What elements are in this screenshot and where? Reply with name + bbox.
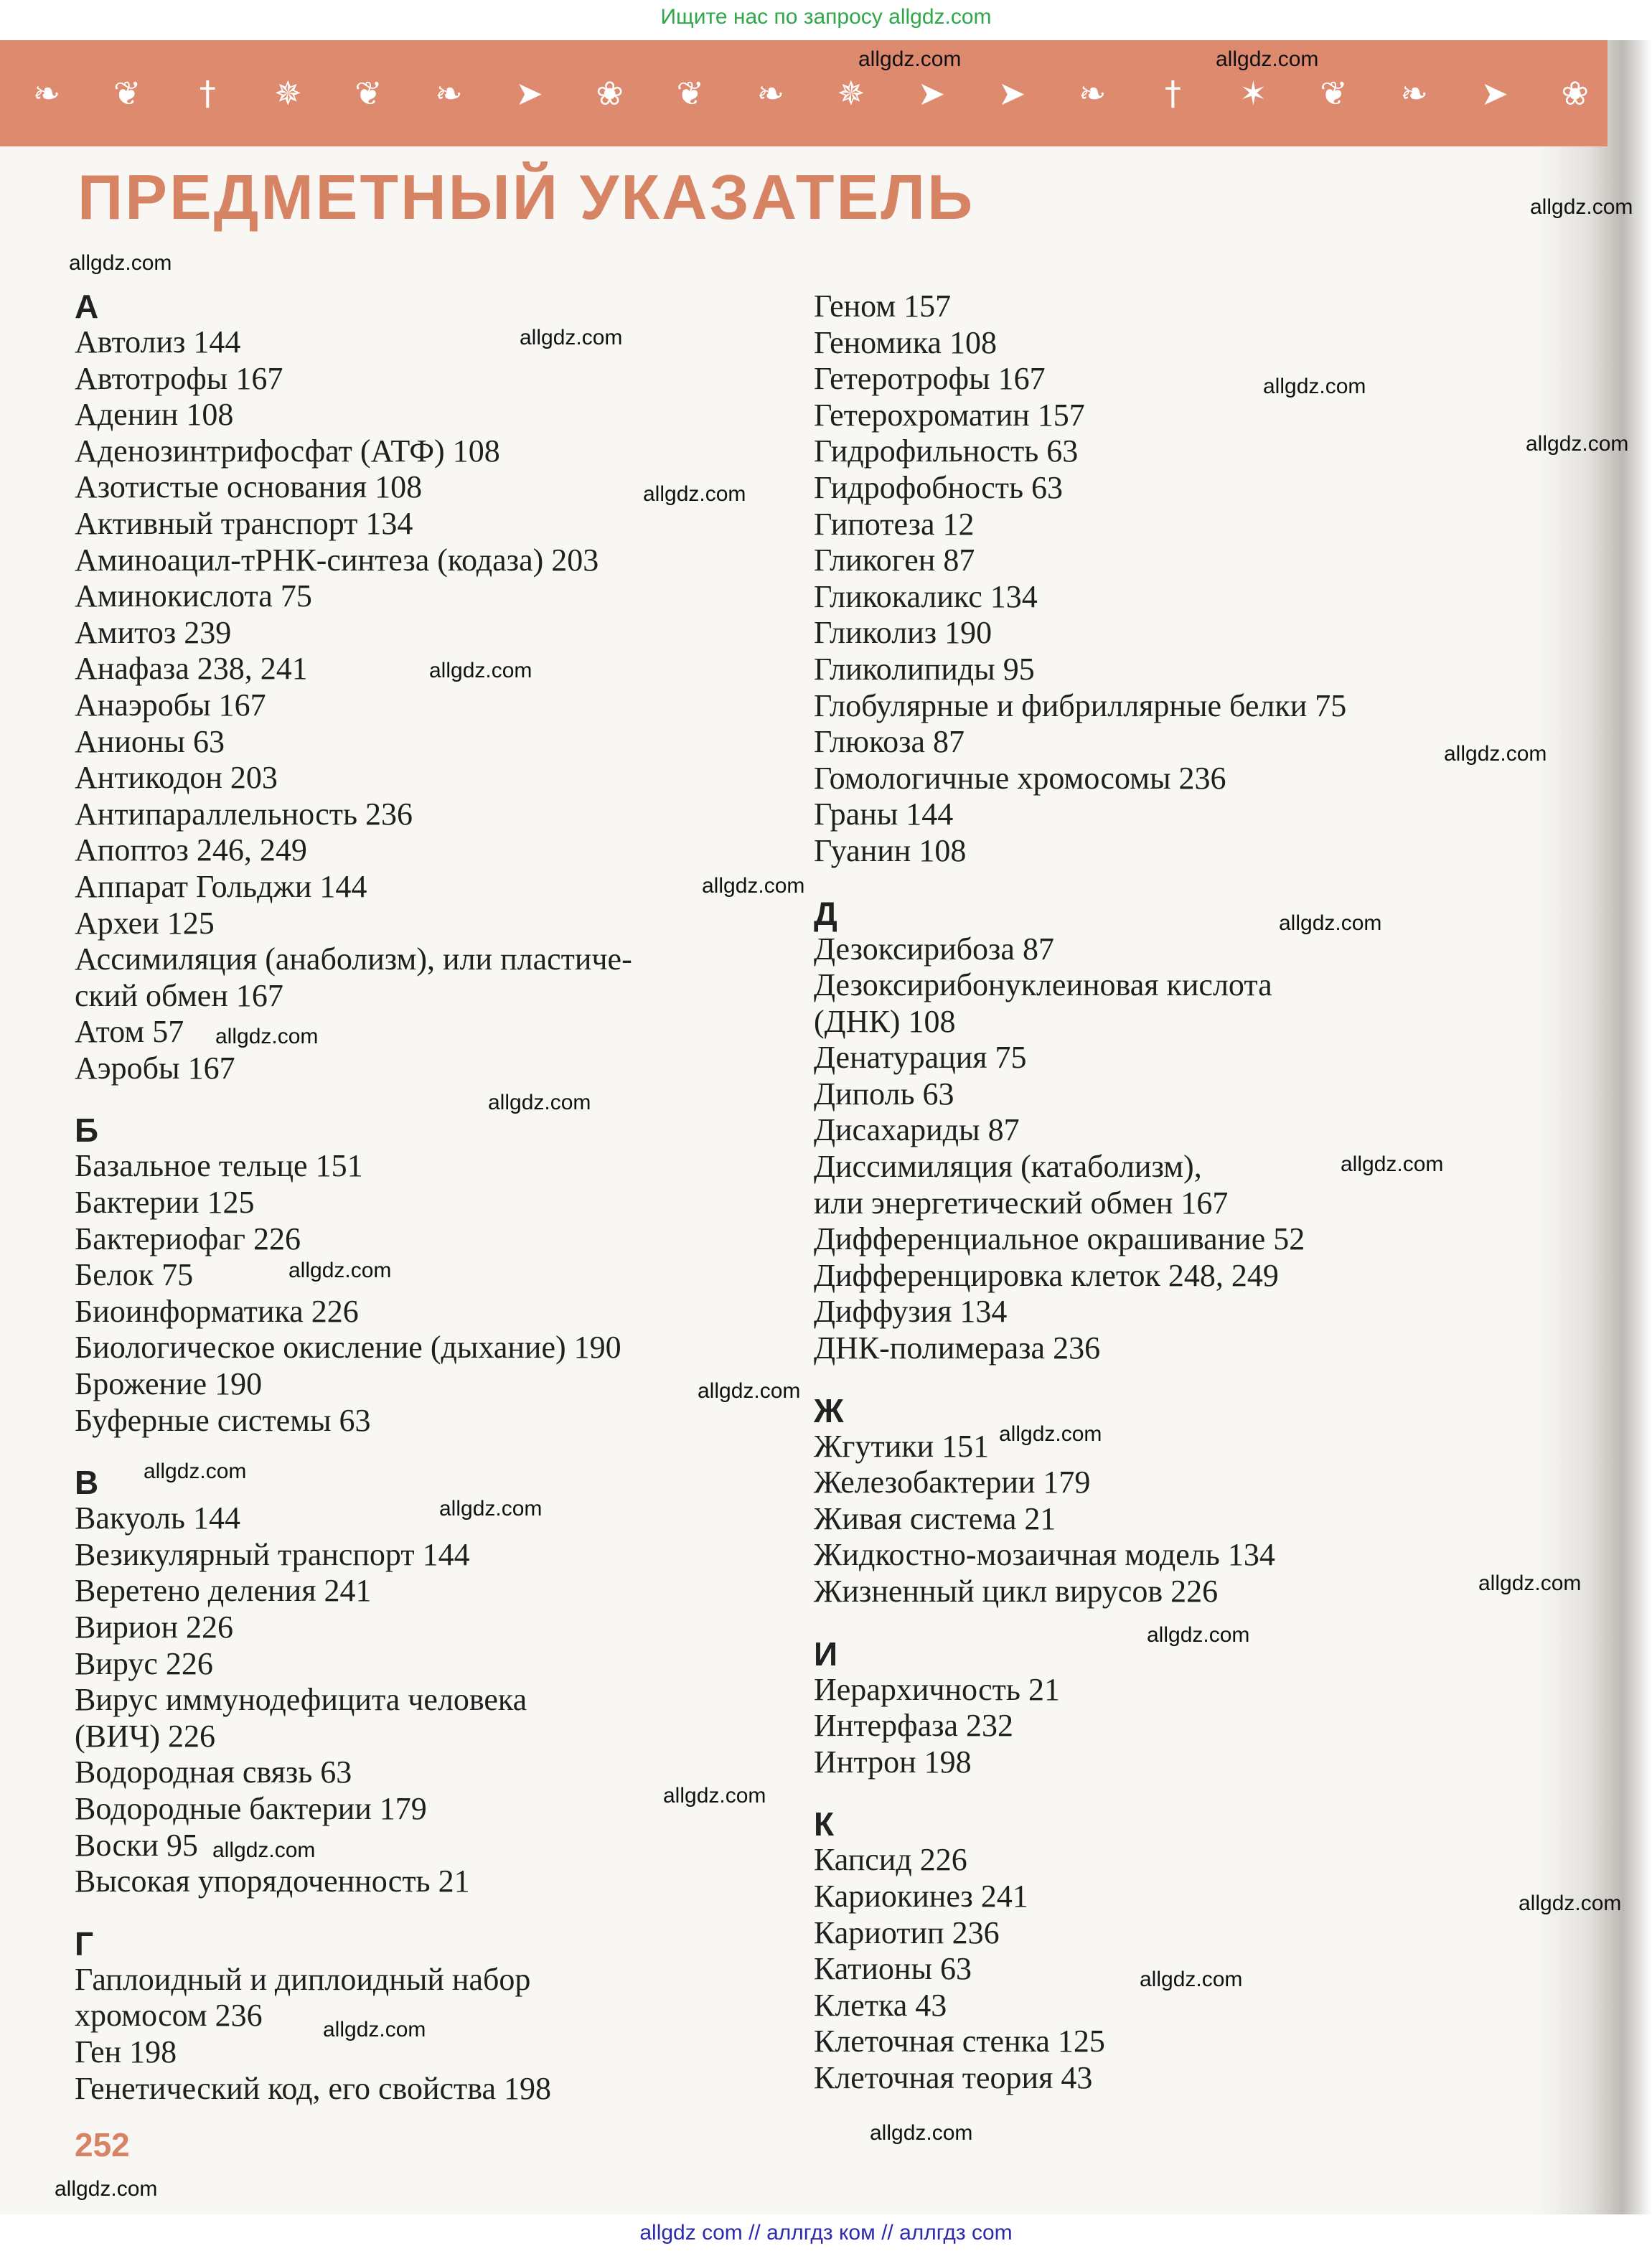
index-entry: Гликоген 87 [814, 542, 975, 578]
top-banner[interactable]: Ищите нас по запросу allgdz.com [660, 5, 992, 29]
watermark-text: allgdz.com [488, 1091, 591, 1114]
watermark-text: allgdz.com [323, 2018, 426, 2041]
index-entry: Водородная связь 63 [75, 1754, 352, 1790]
index-entry: Глобулярные и фибриллярные белки 75 [814, 687, 1347, 723]
index-entry: Антипараллельность 236 [75, 796, 413, 832]
index-entry: Бактериофаг 226 [75, 1221, 301, 1256]
index-entry: Денатурация 75 [814, 1040, 1027, 1076]
index-entry: Аминокислота 75 [75, 578, 312, 614]
index-entry: Диссимиляция (катаболизм), [814, 1149, 1202, 1185]
seahorse-icon: † [199, 74, 216, 113]
boar-icon: ❦ [676, 74, 705, 113]
index-entry: Вирус 226 [75, 1645, 213, 1681]
index-entry: Клеточная теория 43 [814, 2059, 1093, 2095]
watermark-text: allgdz.com [215, 1025, 319, 1048]
index-entry: Аппарат Гольджи 144 [75, 868, 367, 904]
group-spacer [75, 1086, 821, 1112]
watermark-text: allgdz.com [1526, 432, 1629, 456]
index-entry: Воски 95 [75, 1827, 198, 1863]
bull-icon: ❦ [355, 74, 383, 113]
index-letter-heading: Б [75, 1112, 99, 1150]
watermark-text: allgdz.com [69, 251, 172, 275]
goat-icon: ❦ [113, 74, 141, 113]
index-entry: Буферные системы 63 [75, 1402, 371, 1438]
fish-icon: ❧ [32, 74, 61, 113]
index-entry: Капсид 226 [814, 1842, 967, 1878]
watermark-text: allgdz.com [1478, 1571, 1582, 1595]
index-entry: Гомологичные хромосомы 236 [814, 760, 1226, 796]
watermark-text: allgdz.com [1444, 742, 1547, 766]
watermark-text: allgdz.com [1530, 195, 1633, 219]
index-entry: Аминоацил-тРНК-синтеза (кодаза) 203 [75, 542, 599, 578]
index-entry: Дифференцировка клеток 248, 249 [814, 1257, 1279, 1293]
index-letter-heading: К [814, 1805, 835, 1843]
index-entry: Дисахариды 87 [814, 1112, 1020, 1148]
index-entry: Активный транспорт 134 [75, 505, 413, 541]
index-entry: Водородные бактерии 179 [75, 1790, 427, 1826]
index-entry: Живая система 21 [814, 1500, 1056, 1536]
group-spacer [814, 870, 1560, 896]
index-entry: Антикодон 203 [75, 760, 278, 796]
index-entry: Катионы 63 [814, 1951, 972, 1987]
watermark-text: allgdz.com [288, 1259, 392, 1282]
watermark-text: allgdz.com [858, 47, 962, 71]
index-entry: Диполь 63 [814, 1076, 954, 1112]
index-entry: Клеточная стенка 125 [814, 2024, 1105, 2059]
watermark-text: allgdz.com [520, 326, 623, 349]
index-entry: хромосом 236 [75, 1998, 263, 2034]
index-entry: Железобактерии 179 [814, 1465, 1091, 1500]
index-entry: (ДНК) 108 [814, 1003, 956, 1039]
watermark-text: allgdz.com [698, 1379, 801, 1403]
bat-icon: ➤ [917, 74, 946, 113]
index-letter-heading: А [75, 288, 99, 325]
index-entry: Гликолиз 190 [814, 615, 992, 651]
index-entry: Гетерохроматин 157 [814, 397, 1085, 433]
index-entry: Геном 157 [814, 288, 952, 324]
page-number: 252 [75, 2126, 130, 2163]
animal-icon-row [22, 40, 1600, 146]
index-entry: Анафаза 238, 241 [75, 651, 308, 687]
index-entry: Жгутики 151 [814, 1428, 990, 1464]
index-entry: Клетка 43 [814, 1987, 947, 2023]
watermark-text: allgdz.com [999, 1422, 1102, 1446]
index-entry: Брожение 190 [75, 1366, 263, 1402]
index-entry: Атом 57 [75, 1014, 184, 1050]
index-entry: Дезоксирибоза 87 [814, 931, 1054, 967]
index-entry: Вирус иммунодефицита человека [75, 1682, 527, 1718]
decorative-animal-band [0, 40, 1608, 146]
index-entry: Дифференциальное окрашивание 52 [814, 1221, 1305, 1257]
dragonfly-icon: ✶ [1239, 74, 1267, 113]
index-entry: Интерфаза 232 [814, 1708, 1014, 1744]
index-entry: Высокая упорядоченность 21 [75, 1864, 470, 1899]
index-entry: Гидрофобность 63 [814, 469, 1064, 505]
index-entry: Глюкоза 87 [814, 724, 965, 760]
index-entry: Гликокаликс 134 [814, 578, 1038, 614]
index-entry: Кариокинез 241 [814, 1878, 1028, 1914]
index-entry: Апоптоз 246, 249 [75, 832, 307, 868]
bottom-banner[interactable]: allgdz com // аллгдз ком // аллгдз com [639, 2221, 1013, 2245]
index-entry: ДНК-полимераза 236 [814, 1330, 1101, 1366]
index-entry: Вирион 226 [75, 1609, 233, 1645]
index-column-left [75, 288, 821, 2107]
watermark-text: allgdz.com [1263, 375, 1366, 398]
bird-icon: ➤ [515, 74, 543, 113]
monkey-icon: ❧ [1400, 74, 1428, 113]
index-entry: Биоинформатика 226 [75, 1293, 359, 1329]
watermark-text: allgdz.com [1519, 1892, 1622, 1915]
index-entry: Веретено деления 241 [75, 1573, 372, 1609]
watermark-text: allgdz.com [212, 1838, 316, 1862]
index-entry: Иерархичность 21 [814, 1671, 1060, 1707]
index-entry: Граны 144 [814, 796, 954, 832]
watermark-text: allgdz.com [55, 2177, 158, 2201]
butterfly-icon: ❀ [1561, 74, 1590, 113]
index-entry: Аденозинтрифосфат (АТФ) 108 [75, 433, 500, 469]
bird-icon: ➤ [1480, 74, 1508, 113]
insect-icon: ✵ [274, 74, 302, 113]
index-entry: Гаплоидный и диплоидный набор [75, 1961, 531, 1997]
watermark-text: allgdz.com [702, 874, 805, 898]
index-entry: Автолиз 144 [75, 324, 241, 359]
watermark-text: allgdz.com [429, 659, 532, 682]
index-entry: Автотрофы 167 [75, 360, 283, 396]
watermark-text: allgdz.com [1147, 1623, 1250, 1647]
index-entry: Жизненный цикл вирусов 226 [814, 1574, 1219, 1609]
index-entry: Геномика 108 [814, 324, 997, 360]
index-letter-heading: Д [814, 894, 837, 932]
index-entry: Гидрофильность 63 [814, 433, 1079, 469]
index-entry: Базальное тельце 151 [75, 1148, 363, 1184]
index-entry: или энергетический обмен 167 [814, 1185, 1229, 1221]
index-entry: Диффузия 134 [814, 1294, 1008, 1330]
index-entry: Жидкостно-мозаичная модель 134 [814, 1537, 1275, 1573]
group-spacer [75, 1900, 821, 1926]
llama-icon: † [1164, 74, 1181, 113]
index-letter-heading: И [814, 1635, 838, 1673]
index-entry: Вакуоль 144 [75, 1500, 240, 1536]
index-entry: Биологическое окисление (дыхание) 190 [75, 1330, 621, 1366]
index-letter-heading: Г [75, 1925, 94, 1963]
index-entry: Бактерии 125 [75, 1185, 255, 1221]
watermark-text: allgdz.com [1279, 911, 1382, 935]
index-letter-heading: Ж [814, 1391, 844, 1429]
index-entry: Гетеротрофы 167 [814, 361, 1046, 397]
deer-icon: ❦ [1320, 74, 1348, 113]
watermark-text: allgdz.com [663, 1784, 766, 1808]
index-entry: Везикулярный транспорт 144 [75, 1536, 470, 1572]
gecko-icon: ❧ [1078, 74, 1107, 113]
index-entry: Ген 198 [75, 2034, 177, 2069]
index-entry: Азотистые основания 108 [75, 469, 423, 505]
watermark-text: allgdz.com [870, 2121, 973, 2145]
index-entry: (ВИЧ) 226 [75, 1718, 216, 1754]
index-entry: Анионы 63 [75, 723, 225, 759]
swallow-icon: ➤ [998, 74, 1026, 113]
index-column-right [814, 288, 1560, 2097]
watermark-text: allgdz.com [1341, 1152, 1444, 1176]
watermark-text: allgdz.com [144, 1460, 247, 1483]
watermark-text: allgdz.com [1216, 47, 1319, 71]
scorpion-icon: ❧ [756, 74, 785, 113]
watermark-text: allgdz.com [1140, 1968, 1243, 1991]
beetle-icon: ✵ [837, 74, 865, 113]
index-entry: Амитоз 239 [75, 614, 232, 650]
index-entry: Археи 125 [75, 905, 215, 941]
monkey-icon: ❧ [435, 74, 463, 113]
index-entry: Генетический код, его свойства 198 [75, 2070, 551, 2106]
index-entry: Интрон 198 [814, 1744, 972, 1780]
index-entry: Анаэробы 167 [75, 687, 266, 723]
watermark-text: allgdz.com [643, 482, 746, 506]
index-entry: Ассимиляция (анаболизм), или пластиче- [75, 941, 632, 977]
index-entry: ский обмен 167 [75, 977, 283, 1013]
index-entry: Аденин 108 [75, 397, 234, 433]
index-entry: Гликолипиды 95 [814, 651, 1035, 687]
butterfly-icon: ❀ [596, 74, 624, 113]
index-entry: Кариотип 236 [814, 1914, 1000, 1950]
group-spacer [814, 1780, 1560, 1806]
page-title: ПРЕДМЕТНЫЙ УКАЗАТЕЛЬ [78, 161, 975, 232]
index-entry: Аэробы 167 [75, 1050, 235, 1086]
index-entry: Гипотеза 12 [814, 506, 975, 542]
index-entry: Белок 75 [75, 1257, 194, 1293]
index-entry: Гуанин 108 [814, 832, 967, 868]
group-spacer [814, 1367, 1560, 1393]
index-entry: Дезоксирибонуклеиновая кислота [814, 967, 1272, 1003]
watermark-text: allgdz.com [439, 1497, 543, 1521]
index-letter-heading: В [75, 1464, 99, 1502]
